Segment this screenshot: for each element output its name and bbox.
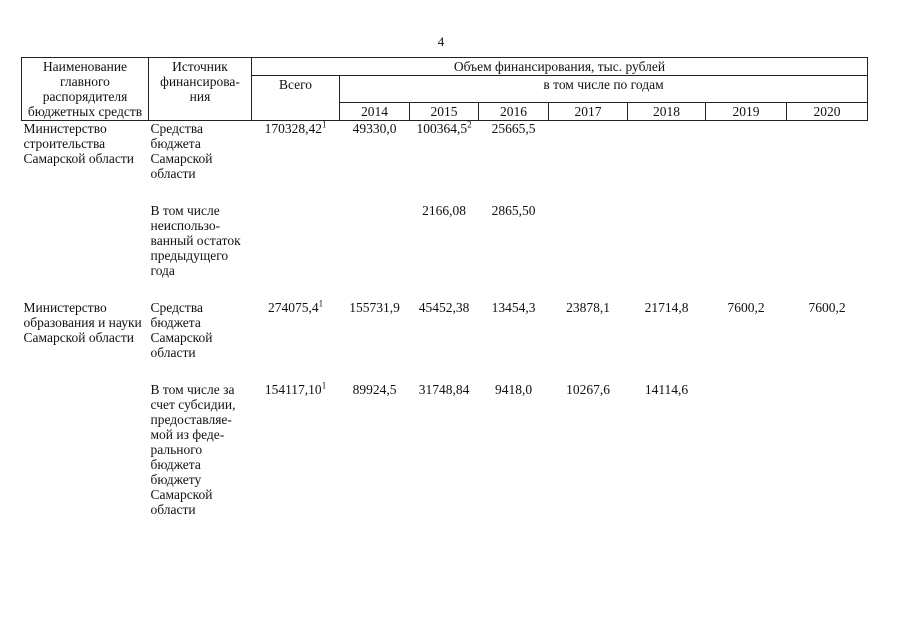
row-value: 21714,8 bbox=[644, 300, 689, 315]
header-volume: Объем финансирования, тыс. рублей bbox=[252, 58, 868, 76]
row-source: В том числе за счет субсидии, предоставляе-мой из феде-рального бюджета бюджету Самарской области bbox=[150, 382, 236, 517]
header-by-years: в том числе по годам bbox=[340, 76, 868, 103]
table-row bbox=[22, 121, 868, 182]
row-value: 25665,5 bbox=[491, 121, 536, 136]
header-year: 2019 bbox=[706, 103, 787, 121]
row-value bbox=[787, 382, 868, 517]
row-name: Министерство строительства Самарской области bbox=[23, 121, 135, 166]
row-value bbox=[787, 203, 868, 278]
funding-table bbox=[21, 57, 868, 517]
row-total bbox=[252, 203, 340, 278]
row-total: 170328,42$^1$ bbox=[264, 119, 327, 136]
row-value bbox=[340, 203, 410, 278]
row-value: 100364,5$^2$ bbox=[416, 119, 472, 136]
header-year: 2015 bbox=[410, 103, 479, 121]
row-total: 154117,10$^1$ bbox=[264, 380, 327, 397]
header-year: 2016 bbox=[479, 103, 549, 121]
header-year: 2017 bbox=[549, 103, 628, 121]
row-value: 13454,3 bbox=[491, 300, 536, 315]
row-name bbox=[22, 203, 149, 278]
table-row bbox=[22, 203, 868, 278]
row-value: 7600,2 bbox=[727, 300, 765, 315]
row-value: 31748,84 bbox=[418, 382, 470, 397]
row-total: 274075,4$^1$ bbox=[267, 298, 324, 315]
page-number: 4 bbox=[437, 34, 445, 49]
header-source: Источник финансирова-ния bbox=[149, 58, 252, 121]
row-value: 10267,6 bbox=[566, 382, 610, 397]
row-value: 23878,1 bbox=[566, 300, 610, 315]
row-value: 7600,2 bbox=[808, 300, 846, 315]
row-value bbox=[706, 382, 787, 517]
row-value: 14114,6 bbox=[644, 382, 689, 397]
row-name: Министерство образования и науки Самарской области bbox=[23, 300, 142, 345]
row-name bbox=[22, 382, 149, 517]
row-value: 2865,50 bbox=[491, 203, 536, 218]
row-value bbox=[787, 121, 868, 182]
table-row bbox=[22, 382, 868, 517]
header-year: 2020 bbox=[787, 103, 868, 121]
header-year: 2018 bbox=[628, 103, 706, 121]
header-name: Наименование главного распорядителя бюджетных средств bbox=[22, 58, 149, 121]
header-total: Всего bbox=[252, 76, 340, 121]
row-value: 45452,38 bbox=[418, 300, 470, 315]
row-value: 49330,0 bbox=[352, 121, 397, 136]
row-value bbox=[549, 121, 628, 182]
row-value bbox=[628, 121, 706, 182]
row-value: 9418,0 bbox=[494, 382, 533, 397]
row-value: 155731,9 bbox=[349, 300, 400, 315]
row-value bbox=[549, 203, 628, 278]
row-source: Средства бюджета Самарской области bbox=[150, 121, 213, 181]
table-row bbox=[22, 300, 868, 360]
header-year: 2014 bbox=[340, 103, 410, 121]
row-value bbox=[706, 121, 787, 182]
row-value bbox=[628, 203, 706, 278]
row-value bbox=[706, 203, 787, 278]
row-source: В том числе неиспользо-ванный остаток предыдущего года bbox=[150, 203, 241, 278]
row-value: 89924,5 bbox=[352, 382, 397, 397]
row-source: Средства бюджета Самарской области bbox=[150, 300, 213, 360]
row-value: 2166,08 bbox=[422, 203, 466, 218]
